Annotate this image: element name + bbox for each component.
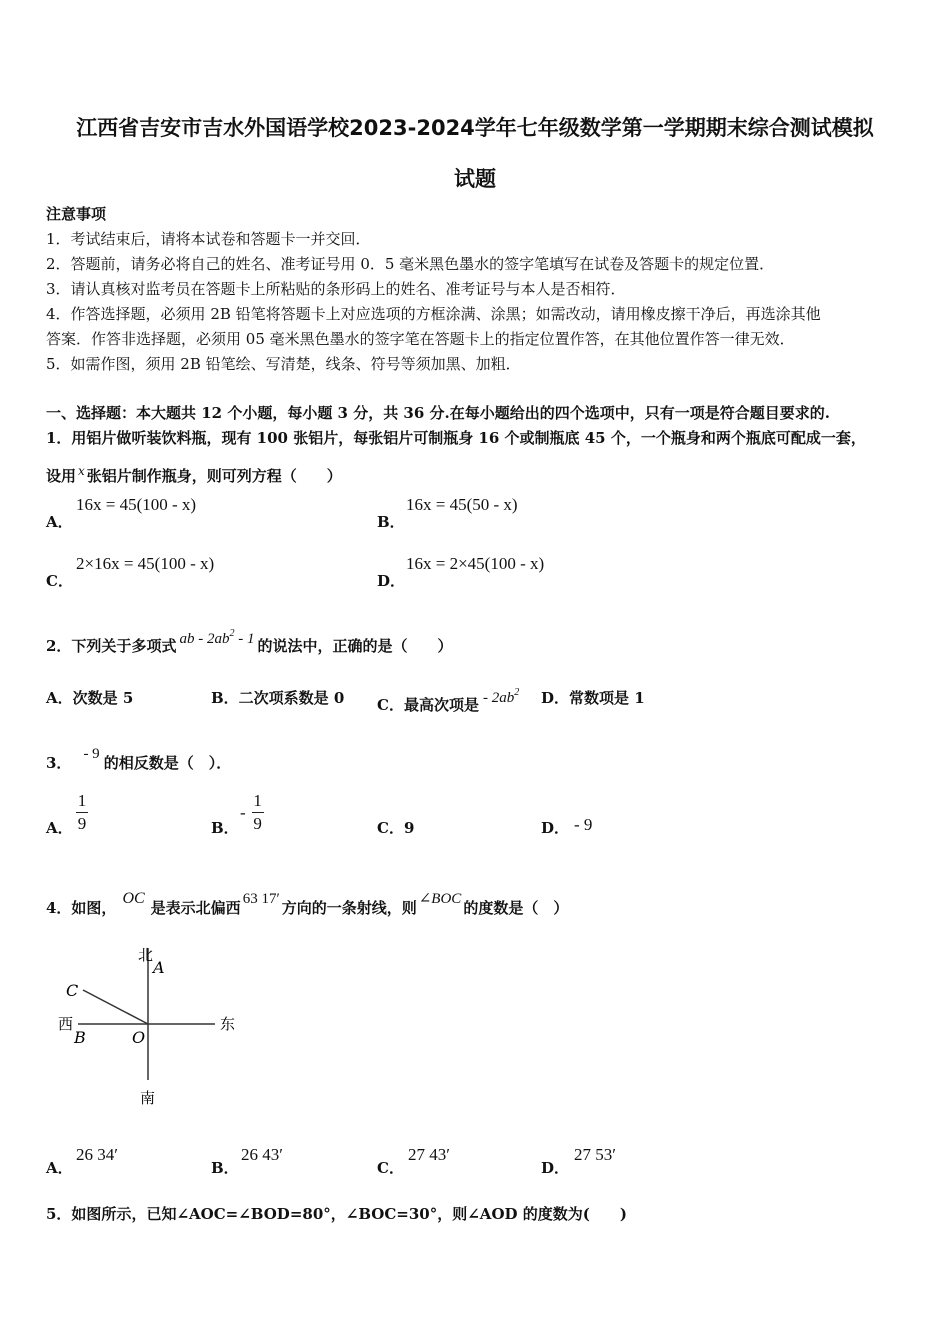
q1-option-d: 16x = 2×45(100 - x) xyxy=(406,554,545,573)
question-1-line-1: 1．用铝片做听装饮料瓶，现有 100 张铝片，每张铝片可制瓶身 16 个或制瓶底 45 个，一个瓶身和两个瓶底可配成一套， xyxy=(46,429,866,447)
q2-option-c-math xyxy=(482,687,520,706)
q4-option-c: 27 43′ xyxy=(408,1145,450,1164)
section-heading: 一、选择题：本大题共 12 个小题，每小题 3 分，共 36 分.在每小题给出的四个选项中，只有一项是符合题目要求的. xyxy=(46,404,830,422)
q2-polynomial xyxy=(179,628,255,647)
q2-option-c-prefix: C．最高次项是 xyxy=(377,696,479,714)
q4-option-a-label: A． xyxy=(46,1159,73,1177)
q1-prefix: 设用 xyxy=(46,467,77,485)
q2-poly-a: ab - 2ab xyxy=(179,631,230,647)
label-c: C xyxy=(66,981,79,1000)
q2-poly-b: - 1 xyxy=(234,631,255,647)
q4-option-d-label: D． xyxy=(541,1159,570,1177)
q2-option-c-term: - 2ab xyxy=(482,690,515,706)
q1-option-a-label: A． xyxy=(46,513,73,531)
q2-option-c xyxy=(377,687,519,715)
q4-prefix: 4．如图， xyxy=(46,899,117,917)
label-west: 西 xyxy=(58,1015,74,1033)
q2-suffix: 的说法中，正确的是（ ） xyxy=(257,637,453,655)
notice-item: 3．请认真核对监考员在答题卡上所粘贴的条形码上的姓名、准考证号与本人是否相符． xyxy=(46,280,626,298)
q3-option-b-sign: - xyxy=(240,802,246,822)
q3-option-c: C．9 xyxy=(377,819,415,837)
q1-option-d-label: D． xyxy=(377,572,406,590)
q3-option-a-label: A． xyxy=(46,819,73,837)
q2-option-d: D．常数项是 1 xyxy=(541,689,645,707)
fraction-bar xyxy=(76,812,88,813)
q1-suffix: 张铝片制作瓶身，则可列方程（ ） xyxy=(86,467,342,485)
q4-option-c-label: C． xyxy=(377,1159,404,1177)
fraction-bar xyxy=(252,812,264,813)
q3-option-b-label: B． xyxy=(211,819,239,837)
q1-option-b-label: B． xyxy=(377,513,405,531)
q4-suffix: 的度数是（ ） xyxy=(463,899,569,917)
q3-option-d-label: D． xyxy=(541,819,570,837)
q3-option-d: - 9 xyxy=(574,815,593,834)
fraction-numerator: 1 xyxy=(253,791,262,810)
q1-option-a: 16x = 45(100 - x) xyxy=(76,495,197,514)
q3-suffix: 的相反数是（ ）． xyxy=(103,754,232,772)
ray-oc xyxy=(83,990,148,1024)
q4-option-a: 26 34′ xyxy=(76,1145,118,1164)
q3-prefix: 3． xyxy=(46,754,72,772)
q4-option-d: 27 53′ xyxy=(574,1145,616,1164)
q4-middle-2: 方向的一条射线，则 xyxy=(281,899,417,917)
question-5: 5．如图所示，已知∠AOC=∠BOD=80°，∠BOC=30°，则∠AOD 的度数为( ) xyxy=(46,1205,627,1223)
q3-number: - 9 xyxy=(83,746,100,762)
q1-option-c: 2×16x = 45(100 - x) xyxy=(76,554,215,573)
label-a: A xyxy=(153,958,165,977)
q3-option-a-fraction xyxy=(76,792,88,833)
q1-option-b: 16x = 45(50 - x) xyxy=(406,495,518,514)
q2-prefix: 2．下列关于多项式 xyxy=(46,637,177,655)
q4-option-b: 26 43′ xyxy=(241,1145,283,1164)
q4-ray-oc: OC xyxy=(122,890,145,907)
question-2 xyxy=(46,628,452,656)
notice-item: 1．考试结束后，请将本试卷和答题卡一并交回． xyxy=(46,230,371,248)
q2-poly-exponent: 2 xyxy=(229,628,235,639)
fraction-numerator: 1 xyxy=(77,791,87,810)
document-title-line-1: 江西省吉安市吉水外国语学校2023-2024学年七年级数学第一学期期末综合测试模拟 xyxy=(76,116,874,140)
q4-angle: 63 17′ xyxy=(242,891,280,907)
q4-middle: 是表示北偏西 xyxy=(150,899,241,917)
label-b: B xyxy=(74,1028,86,1047)
notice-item: 5．如需作图，须用 2B 铅笔绘、写清楚，线条、符号等须加黑、加粗． xyxy=(46,355,521,373)
q4-option-b-label: B． xyxy=(211,1159,239,1177)
compass-figure xyxy=(50,940,250,1115)
q2-option-c-exponent: 2 xyxy=(514,687,520,698)
q1-option-c-label: C． xyxy=(46,572,73,590)
q2-option-b: B．二次项系数是 0 xyxy=(211,689,345,707)
label-south: 南 xyxy=(140,1089,156,1107)
notice-item: 答案．作答非选择题，必须用 05 毫米黑色墨水的签字笔在答题卡上的指定位置作答，在其他位置作答一律无效． xyxy=(46,330,795,348)
label-o: O xyxy=(132,1028,146,1047)
question-4 xyxy=(46,889,568,918)
label-north: 北 xyxy=(138,946,154,964)
label-east: 东 xyxy=(220,1015,236,1033)
fraction-denominator: 9 xyxy=(253,814,262,833)
notice-heading: 注意事项 xyxy=(46,205,107,223)
q2-option-a: A．次数是 5 xyxy=(46,689,134,707)
question-3 xyxy=(46,746,231,773)
fraction-denominator: 9 xyxy=(77,814,87,833)
question-1-line-2 xyxy=(46,464,342,486)
q1-variable: x xyxy=(78,464,85,478)
q3-option-b-fraction xyxy=(240,792,264,833)
q4-angle-boc: ∠BOC xyxy=(418,891,462,907)
document-title-line-2: 试题 xyxy=(454,167,496,191)
notice-item: 2．答题前，请务必将自己的姓名、准考证号用 0．5 毫米黑色墨水的签字笔填写在试卷及答题卡的规定位置． xyxy=(46,255,775,273)
notice-item: 4．作答选择题，必须用 2B 铅笔将答题卡上对应选项的方框涂满、涂黑；如需改动，请用橡皮擦干净后，再选涂其他 xyxy=(46,305,821,323)
